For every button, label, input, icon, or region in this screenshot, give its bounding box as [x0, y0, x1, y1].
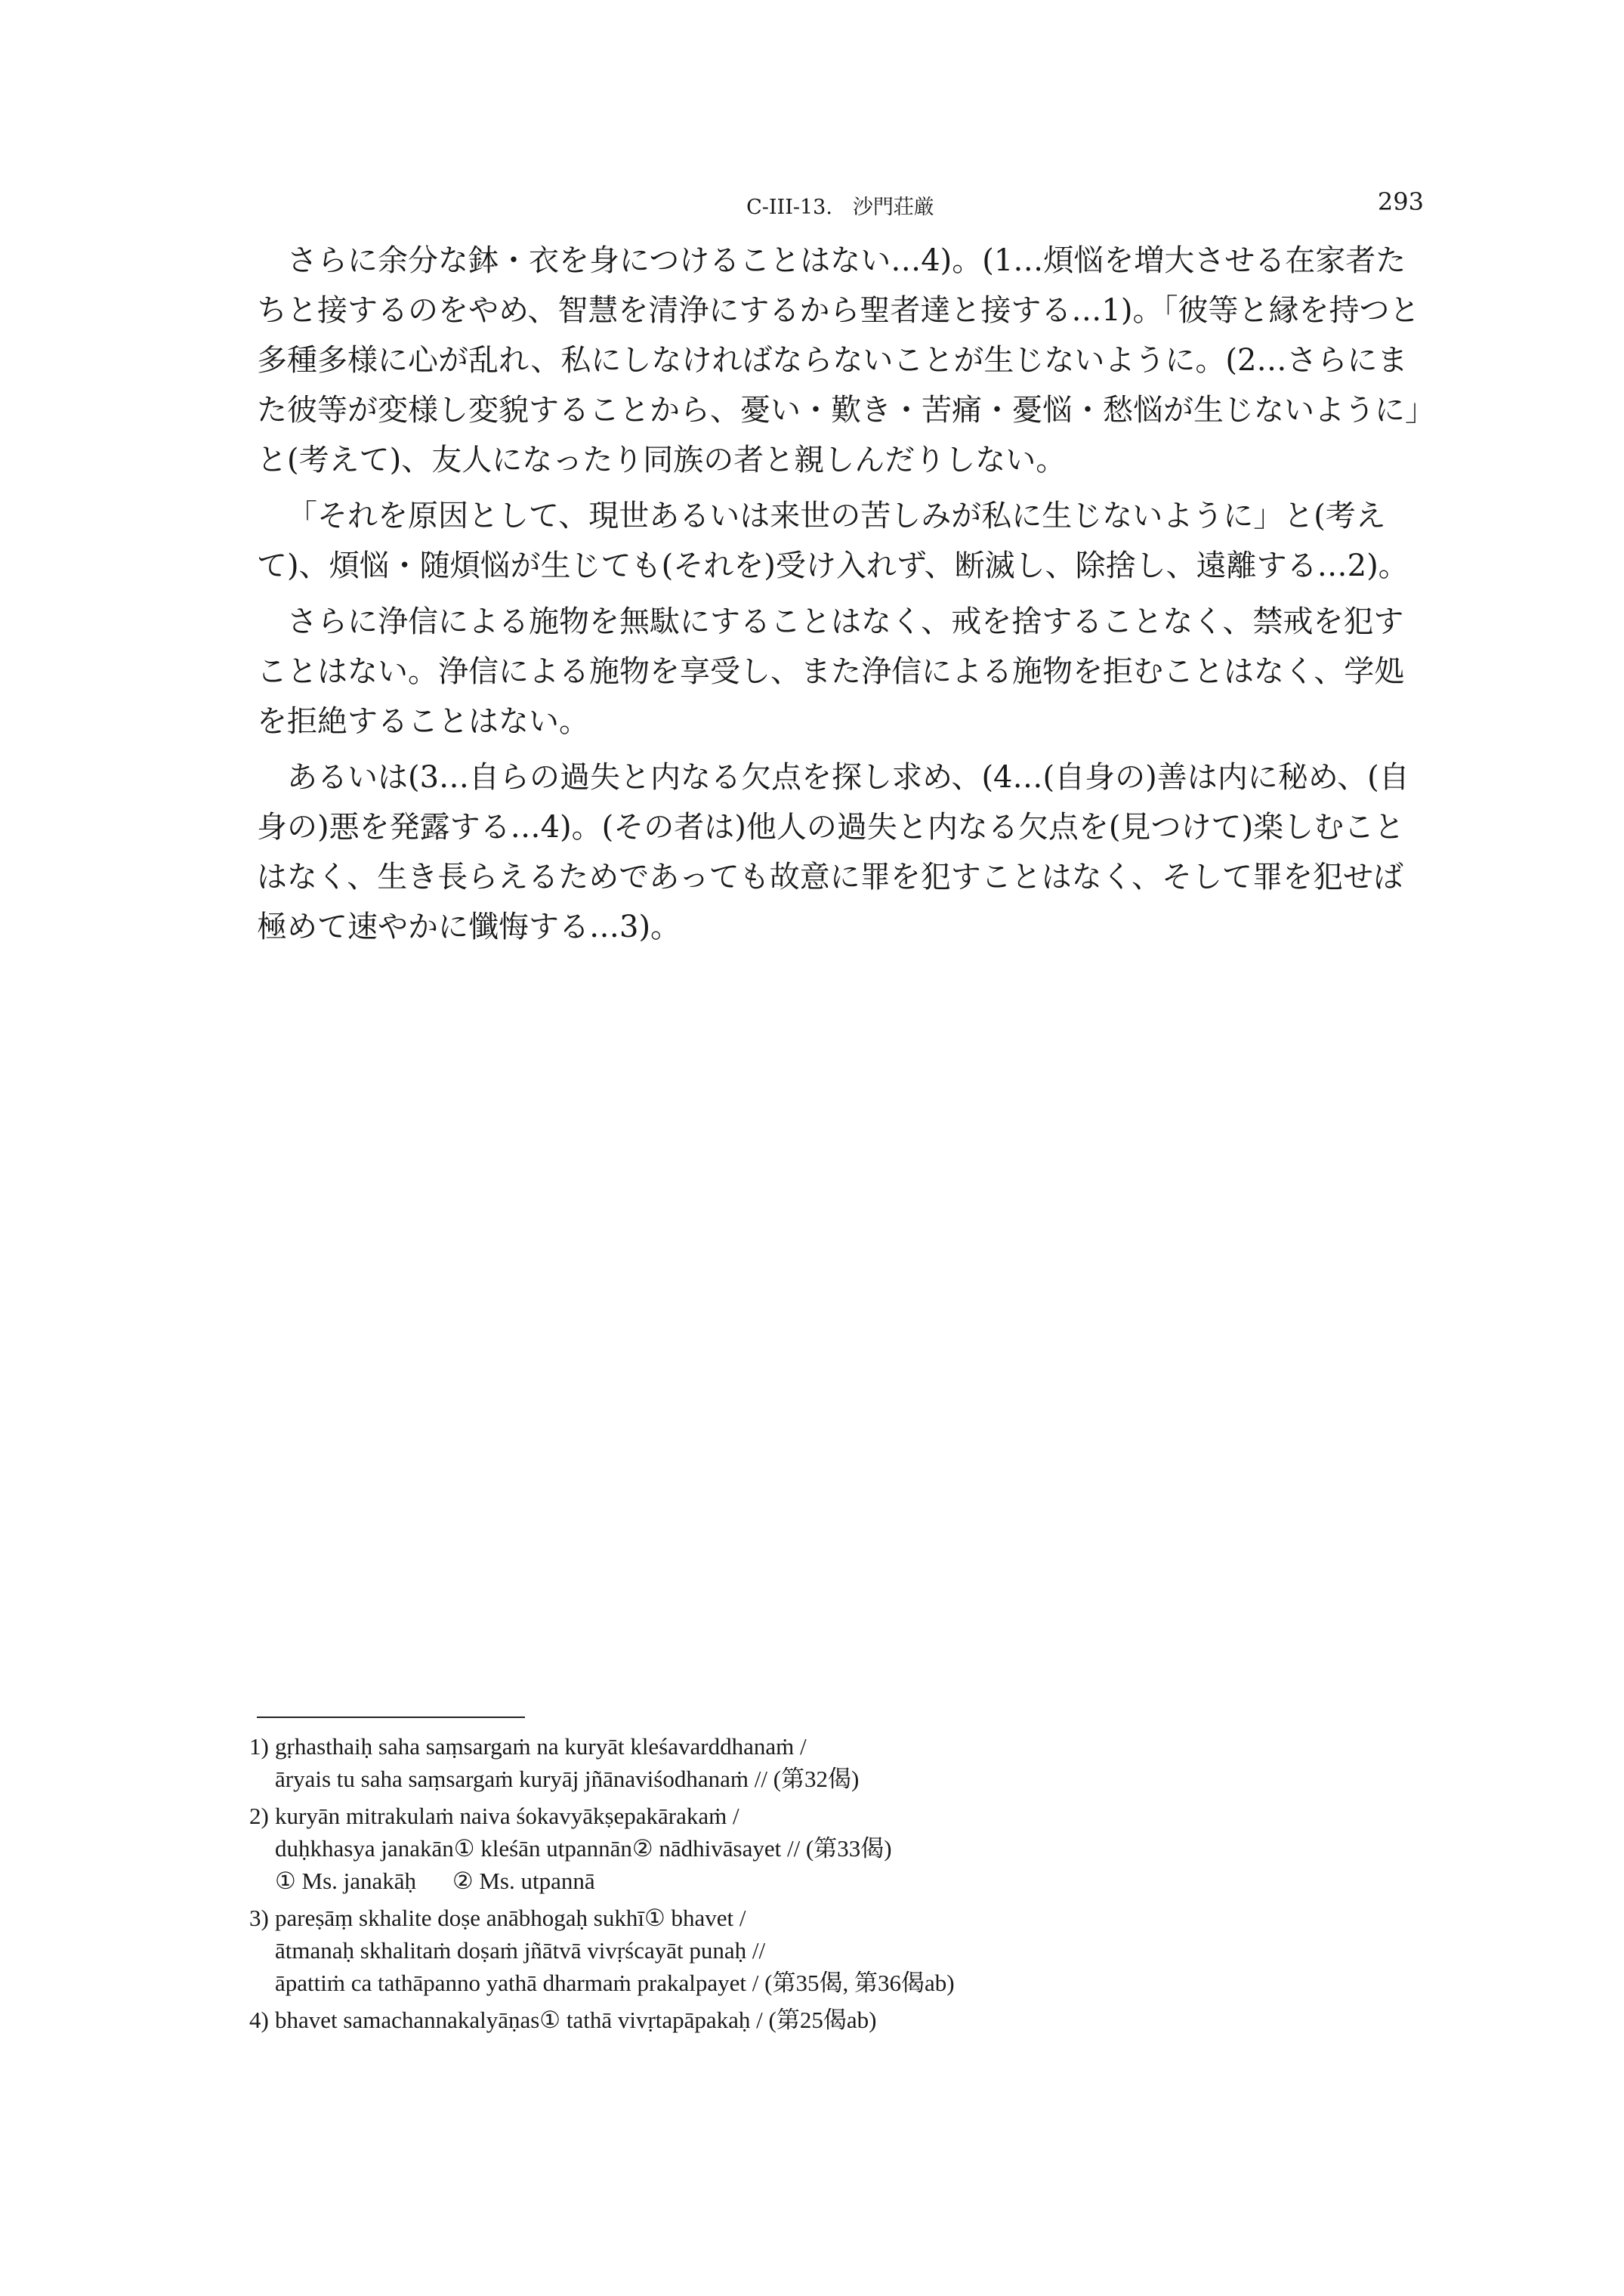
variant-reading: ① Ms. janakāḥ: [275, 1868, 417, 1894]
paragraph: あるいは(3…自らの過失と内なる欠点を探し求め、(4…(自身の)善は内に秘め、(自身の)悪を発露する…4)。(その者は)他人の過失と内なる欠点を(見つけて)楽しむことはなく、生き長らえるためであっても故意に罪を犯すことはなく、そして罪を犯せば極めて速やかに懺悔する…3)。: [257, 760, 1409, 944]
footnote-line: ātmanaḥ skhalitaṁ doṣaṁ jñātvā vivṛścayāt punaḥ //: [275, 1937, 766, 1964]
footnote-1: [249, 1730, 1428, 1795]
footnote-4: [249, 2004, 1428, 2036]
variant-reading: ② Ms. utpannā: [452, 1868, 595, 1894]
footnote-line: gṛhasthaiḥ saha saṃsargaṁ na kuryāt kleśavarddhanaṁ /: [275, 1733, 807, 1760]
footnote-line: duḥkhasya janakān① kleśān utpannān② nādhivāsayet // (第33偈): [275, 1835, 892, 1862]
footnote-number: 4): [249, 2007, 269, 2033]
footnote-variants: [275, 1865, 1428, 1897]
footnote-number: 2): [249, 1803, 269, 1829]
running-header: [257, 186, 1424, 221]
running-title: C-III-13. 沙門荘厳: [746, 196, 934, 219]
main-text: [257, 236, 1424, 958]
footnote-2: [249, 1800, 1428, 1897]
footnote-number: 3): [249, 1905, 269, 1931]
page-number: 293: [1377, 187, 1424, 216]
footnote-3: [249, 1902, 1428, 1999]
footnote-line: āpattiṁ ca tathāpanno yathā dharmaṁ prakalpayet / (第35偈, 第36偈ab): [275, 1970, 955, 1996]
footnote-line: āryais tu saha saṃsargaṁ kuryāj jñānaviśodhanaṁ // (第32偈): [275, 1766, 860, 1792]
paragraph: さらに余分な鉢・衣を身につけることはない…4)。(1…煩悩を増大させる在家者たちと接するのをやめ、智慧を清浄にするから聖者達と接する…1)。「彼等と縁を持つと多種多様に心が乱れ、私にしなければならないことが生じないように。(2…さらにまた彼等が変様し変貌することから、憂い・歎き・苦痛・憂悩・愁悩が生じないように」と(考えて)、友人になったり同族の者と親しんだりしない。: [257, 243, 1420, 477]
footnotes: [249, 1730, 1428, 2041]
paragraph: 「それを原因として、現世あるいは来世の苦しみが私に生じないように」と(考えて)、煩悩・随煩悩が生じても(それを)受け入れず、断滅し、除捨し、遠離する…2)。: [257, 499, 1409, 583]
footnote-line: kuryān mitrakulaṁ naiva śokavyākṣepakārakaṁ /: [275, 1803, 739, 1829]
footnote-line: pareṣāṃ skhalite doṣe anābhogaḥ sukhī① bhavet /: [275, 1905, 746, 1931]
footnote-number: 1): [249, 1733, 269, 1760]
paragraph: さらに浄信による施物を無駄にすることはなく、戒を捨することなく、禁戒を犯すことはない。浄信による施物を享受し、また浄信による施物を拒むことはなく、学処を拒絶することはない。: [257, 604, 1405, 739]
footnote-rule: [257, 1717, 525, 1718]
footnote-line: bhavet samachannakalyāṇas① tathā vivṛtapāpakaḥ / (第25偈ab): [275, 2007, 877, 2033]
